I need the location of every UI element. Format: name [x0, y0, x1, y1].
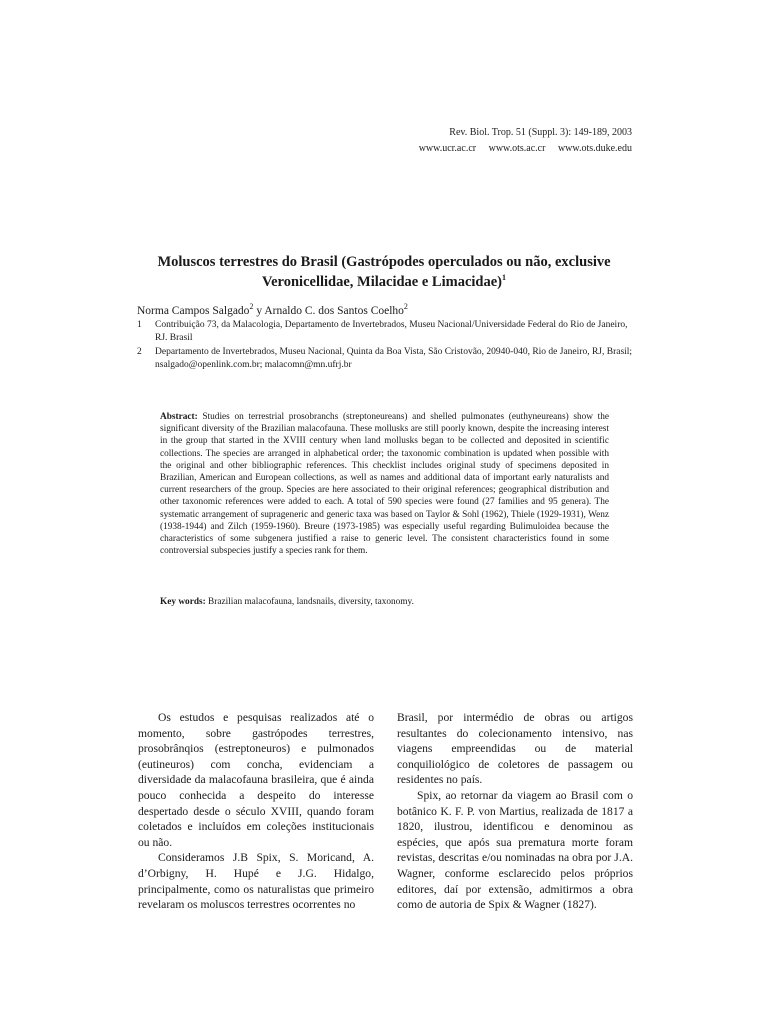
author-connector: y [253, 305, 265, 317]
affiliation-1 [137, 319, 637, 345]
body-paragraph: Consideramos J.B Spix, S. Moricand, A. d’Orbigny, H. Hupé e J.G. Hidalgo, principalmente, como os naturalistas que primeiro revelaram os moluscos terrestres ocorrentes no [138, 851, 374, 912]
journal-websites [419, 141, 632, 157]
affiliation-number: 2 [137, 347, 142, 357]
abstract-text: Studies on terrestrial prosobranchs (streptoneureans) and shelled pulmonates (euthyneureans) show the significant diversity of the Brazilian malacofauna. These mollusks are still poorly known, despite the increasing interest in the group that started in the XVIII century when land mollusks began to be collected and deposited in scientific collections. The species are arranged in alphabetical order; the taxonomic combination is updated when possible with the original and other bibliographic references. This checklist includes original study of specimens deposited in Brazilian, American and European collections, as well as names and additional data of important early naturalists and current researchers of the group. Species are here associated to their original references; geographical distribution and other taxonomic references were added to each. A total of 590 species were found (27 families and 95 genera). The systematic arrangement of suprageneric and generic taxa was based on Taylor & Sohl (1962), Thiele (1929-1931), Wenz (1938-1944) and Zilch (1959-1960). Breure (1973-1985) was especially useful regarding Bulimuloidea because the characteristics of some subgenera justified a raise to generic level. The consistent characteristics found in some controversial subspecies justify a species rank for them. [160, 412, 609, 557]
keywords-text: Brazilian malacofauna, landsnails, diversity, taxonomy. [208, 597, 414, 607]
abstract [160, 411, 609, 557]
affiliation-2 [137, 346, 637, 372]
author-2: Arnaldo C. dos Santos Coelho [264, 305, 404, 317]
website-link-ucr[interactable]: www.ucr.ac.cr [418, 143, 477, 154]
paper-title [130, 252, 638, 292]
body-paragraph: Os estudos e pesquisas realizados até o momento, sobre gastrópodes terrestres, prosobrânqios (estreptoneuros) e pulmonados (eutineuros) com concha, evidenciam a diversidade da malacofauna brasileira, que é ainda pouco conhecida a despeito do interesse despertado desde o século XVIII, quando foram coletados e incluídos em coleções institucionais ou não. [138, 711, 374, 849]
body-column-right [397, 710, 633, 913]
title-footnote-mark: 1 [502, 273, 506, 283]
affiliation-text: Contribuição 73, da Malacologia, Departamento de Invertebrados, Museu Nacional/Universidade Federal do Rio de Janeiro, RJ. Brasil [155, 320, 628, 343]
body-column-left [138, 710, 374, 913]
author-2-mark: 2 [403, 302, 408, 312]
website-link-duke[interactable]: www.ots.duke.edu [557, 143, 632, 154]
author-1: Norma Campos Salgado [137, 305, 250, 317]
abstract-label: Abstract: [160, 412, 198, 422]
affiliations [137, 319, 637, 373]
title-line-2-wrap [130, 272, 638, 292]
title-line-2: Veronicellidae, Milacidae e Limacidae) [261, 274, 502, 290]
keywords-label: Key words: [160, 597, 206, 607]
author-list [137, 303, 408, 319]
author-1-mark: 2 [249, 302, 254, 312]
title-line-1: Moluscos terrestres do Brasil (Gastrópodes operculados ou não, exclusive [157, 254, 611, 270]
affiliation-text: Departamento de Invertebrados, Museu Nacional, Quinta da Boa Vista, São Cristovão, 20940-040, Rio de Janeiro, RJ, Brasil; nsalgado@openlink.com.br; malacomn@mn.ufrj.br [155, 347, 633, 370]
affiliation-number: 1 [137, 320, 142, 330]
journal-header [419, 125, 632, 157]
journal-citation: Rev. Biol. Trop. 51 (Suppl. 3): 149-189, 2003 [449, 127, 632, 138]
keywords [160, 596, 609, 608]
website-link-ots[interactable]: www.ots.ac.cr [488, 143, 546, 154]
body-paragraph: Brasil, por intermédio de obras ou artigos resultantes do colecionamento intensivo, nas viagens empreendidas ou de material conquiliológico de coletores de passagem ou residentes no país. [397, 711, 633, 787]
body-paragraph: Spix, ao retornar da viagem ao Brasil com o botânico K. F. P. von Martius, realizada de 1817 a 1820, ilustrou, identificou e denominou as espécies, que após sua prematura morte foram revistas, descritas e/ou nominadas na obra por J.A. Wagner, conforme esclarecido pelos próprios editores, daí por extensão, admitirmos a obra como de autoria de Spix & Wagner (1827). [397, 788, 633, 912]
